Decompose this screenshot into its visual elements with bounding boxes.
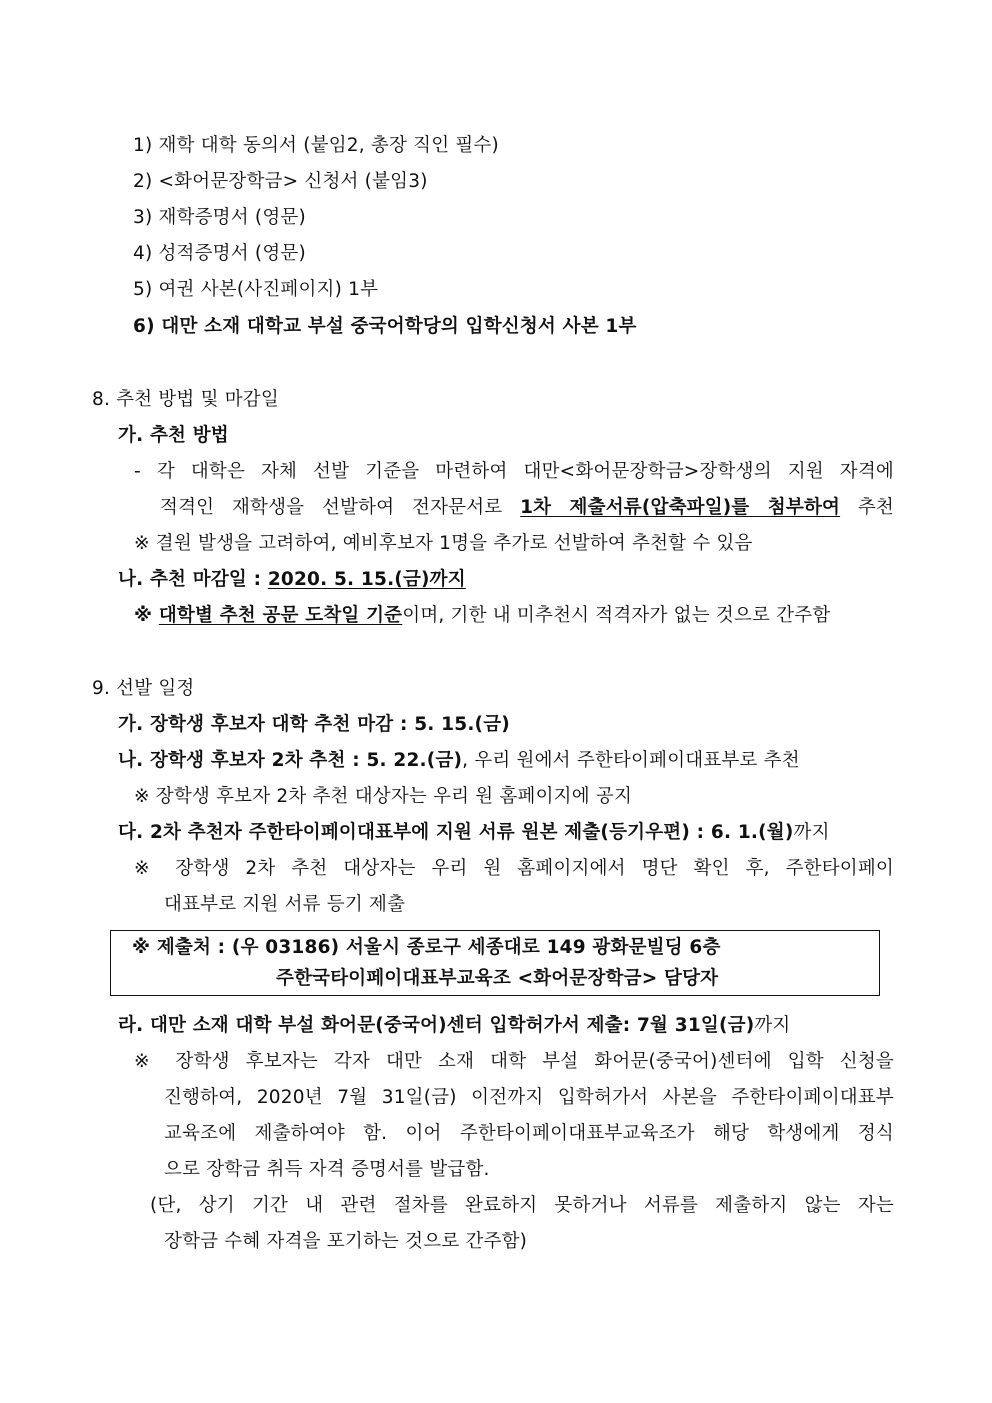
section-9-ra-note-5: (단, 상기 기간 내 관련 절차를 완료하지 못하거나 서류를 제출하지 않는 자는 [150, 1195, 894, 1216]
text-segment: 추천 [840, 497, 894, 518]
underlined-text: 대학별 추천 공문 도착일 기준 [158, 605, 403, 626]
doc-item-2: 2) <화어문장학금> 신청서 (붙임3) [133, 171, 428, 192]
text-segment: 까지 [754, 1015, 791, 1036]
section-9-na-note: ※ 장학생 후보자 2차 추천 대상자는 우리 원 홈페이지에 공지 [134, 786, 633, 807]
text-segment: 라. 대만 소재 대학 부설 화어문(중국어)센터 입학허가서 제출: 7월 31일(금) [118, 1015, 755, 1036]
section-8-ga-line1: - 각 대학은 자체 선발 기준을 마련하여 대만<화어문장학금>장학생의 지원 자격에 [134, 461, 894, 482]
doc-item-1: 1) 재학 대학 동의서 (붙임2, 총장 직인 필수) [133, 135, 499, 156]
text-segment: 까지 [793, 822, 830, 843]
section-9-title: 9. 선발 일정 [92, 678, 195, 699]
section-8-na-line [118, 568, 466, 592]
underlined-text: 1차 제출서류(압축파일)를 첨부하여 [520, 497, 841, 518]
doc-item-3: 3) 재학증명서 (영문) [133, 207, 306, 228]
section-9-ga: 가. 장학생 후보자 대학 추천 마감 : 5. 15.(금) [118, 714, 510, 735]
section-8-title: 8. 추천 방법 및 마감일 [92, 389, 279, 410]
section-8-ga-note: ※ 결원 발생을 고려하여, 예비후보자 1명을 추가로 선발하여 추천할 수 있음 [134, 533, 753, 554]
text-segment: 이며, 기한 내 미추천시 적격자가 없는 것으로 간주함 [402, 605, 831, 626]
section-9-da [118, 821, 830, 845]
section-9-da-note-1: ※ 장학생 2차 추천 대상자는 우리 원 홈페이지에서 명단 확인 후, 주한타이페이 [134, 858, 894, 879]
deadline-text: 2020. 5. 15.(금)까지 [267, 569, 466, 590]
text-segment: , 우리 원에서 주한타이페이대표부로 추천 [462, 750, 800, 771]
text-segment: 다. 2차 추천자 주한타이페이대표부에 지원 서류 원본 제출(등기우편) : 6. 1.(월) [118, 822, 794, 843]
section-8-na-note [134, 604, 830, 628]
text-segment: 적격인 재학생을 선발하여 전자문서로 [160, 497, 521, 518]
section-9-ra [118, 1014, 791, 1038]
doc-item-5: 5) 여권 사본(사진페이지) 1부 [133, 279, 379, 300]
section-8-ga-line2 [160, 496, 894, 520]
text-segment: 나. 장학생 후보자 2차 추천 : 5. 22.(금) [118, 750, 463, 771]
submission-address-line-2: 주한국타이페이대표부교육조 <화어문장학금> 담당자 [276, 968, 719, 989]
section-9-ra-note-4: 으로 장학금 취득 자격 증명서를 발급함. [164, 1159, 490, 1180]
section-9-da-note-2: 대표부로 지원 서류 등기 제출 [164, 894, 406, 915]
section-9-ra-note-2: 진행하여, 2020년 7월 31일(금) 이전까지 입학허가서 사본을 주한타이페이대표부 [164, 1087, 894, 1108]
submission-address-line-1: ※ 제출처 : (우 03186) 서울시 종로구 세종대로 149 광화문빌딩 6층 [132, 937, 721, 958]
section-9-ra-note-6: 장학금 수혜 자격을 포기하는 것으로 간주함) [164, 1231, 528, 1252]
note-mark: ※ [134, 605, 159, 626]
section-9-ra-note-1: ※ 장학생 후보자는 각자 대만 소재 대학 부설 화어문(중국어)센터에 입학 신청을 [134, 1051, 894, 1072]
section-9-ra-note-3: 교육조에 제출하여야 함. 이어 주한타이페이대표부교육조가 해당 학생에게 정식 [164, 1123, 894, 1144]
doc-item-6: 6) 대만 소재 대학교 부설 중국어학당의 입학신청서 사본 1부 [133, 316, 637, 337]
section-8-ga-title: 가. 추천 방법 [118, 425, 229, 446]
text-segment: 나. 추천 마감일 : [118, 569, 268, 590]
section-9-na [118, 749, 800, 773]
doc-item-4: 4) 성적증명서 (영문) [133, 243, 306, 264]
